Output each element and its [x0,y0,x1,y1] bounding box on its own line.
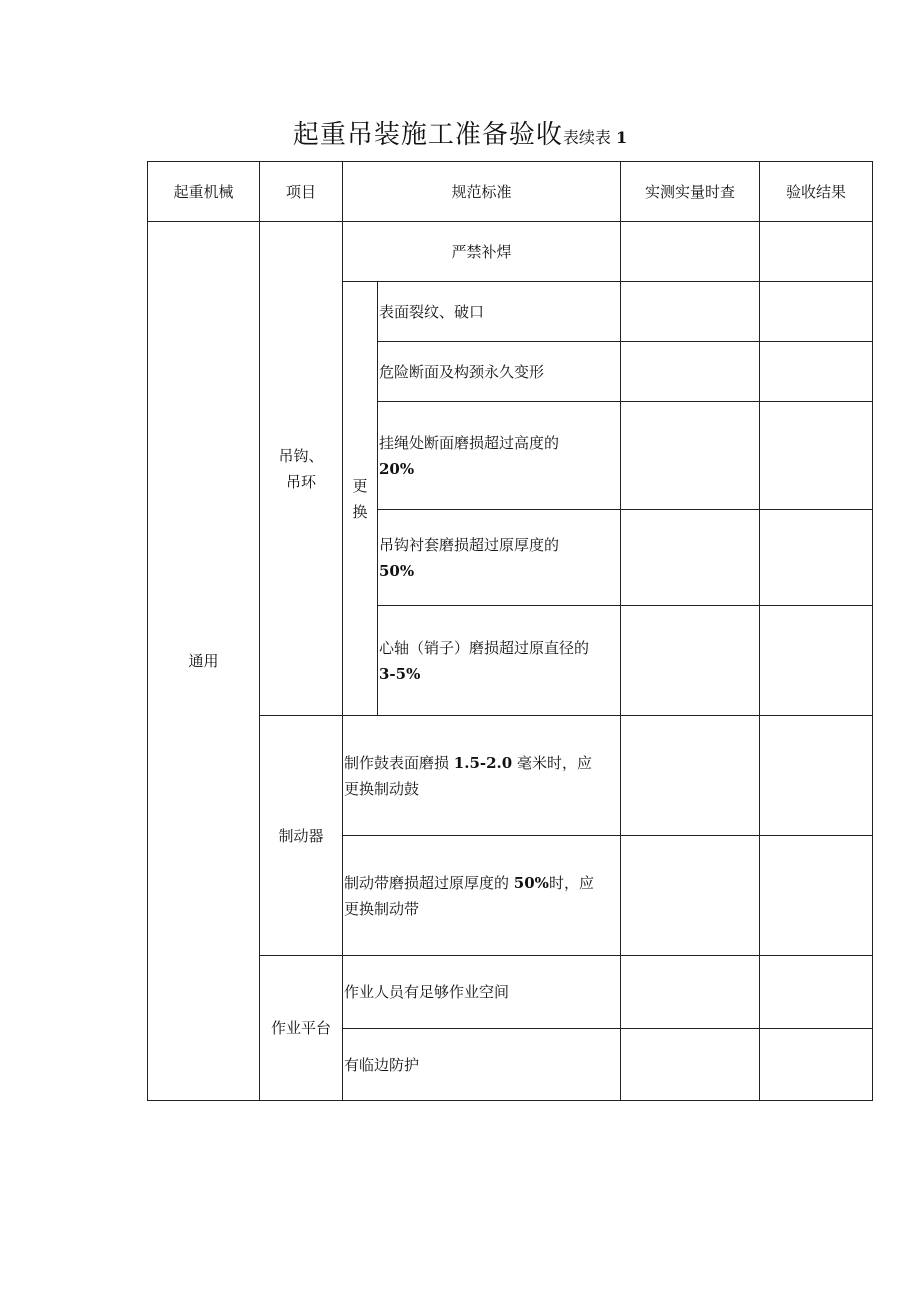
measured-cell[interactable] [621,1029,760,1101]
table-row [148,222,873,282]
standard-edge: 有临边防护 [343,1029,621,1101]
standard-drum-text-b: 毫米时，应 [517,753,593,772]
standard-bushing-value: 50% [379,561,415,580]
result-cell[interactable] [760,342,873,402]
measured-cell[interactable] [621,956,760,1029]
result-cell[interactable] [760,956,873,1029]
group-hook-line2: 吊环 [285,472,316,491]
result-cell[interactable] [760,836,873,956]
group-brake: 制动器 [260,716,343,956]
header-measured: 实测实量时查 [621,162,760,222]
standard-drum-text-c: 更换制动鼓 [344,779,420,798]
title-sub: 表续表 [562,128,611,147]
measured-cell[interactable] [621,836,760,956]
standard-band-text-c: 更换制动带 [344,899,420,918]
standard-drum-text-a: 制作鼓表面磨损 [344,753,450,772]
standard-rope-value: 20% [379,459,415,478]
result-cell[interactable] [760,222,873,282]
standard-space: 作业人员有足够作业空间 [343,956,621,1029]
standard-band-value: 50% [513,873,549,892]
result-cell[interactable] [760,606,873,716]
standard-crack: 表面裂纹、破口 [378,282,621,342]
header-result: 验收结果 [760,162,873,222]
result-cell[interactable] [760,716,873,836]
standard-danger: 危险断面及构颈永久变形 [378,342,621,402]
measured-cell[interactable] [621,342,760,402]
standard-pin [378,606,621,716]
group-hook-line1: 吊钩、 [278,446,324,465]
group-platform: 作业平台 [260,956,343,1101]
result-cell[interactable] [760,402,873,510]
standard-band-text-b: 时，应 [548,873,594,892]
measured-cell[interactable] [621,222,760,282]
title-main: 起重吊装施工准备验收 [292,120,563,150]
measured-cell[interactable] [621,402,760,510]
result-cell[interactable] [760,510,873,606]
title-number: 1 [615,128,628,147]
acceptance-table [147,161,873,1101]
document-title [0,114,920,151]
machine-cell: 通用 [148,222,260,1101]
standard-drum-value: 1.5-2.0 [453,753,513,772]
standard-pin-value: 3-5% [379,664,421,683]
measured-cell[interactable] [621,606,760,716]
standard-no-weld: 严禁补焊 [343,222,621,282]
measured-cell[interactable] [621,716,760,836]
standard-rope-text: 挂绳处断面磨损超过高度的 [379,433,560,452]
replace-char-2: 换 [352,502,368,521]
header-machine: 起重机械 [148,162,260,222]
measured-cell[interactable] [621,510,760,606]
standard-bushing [378,510,621,606]
header-item: 项目 [260,162,343,222]
standard-band-text-a: 制动带磨损超过原厚度的 [344,873,510,892]
standard-band [343,836,621,956]
result-cell[interactable] [760,282,873,342]
result-cell[interactable] [760,1029,873,1101]
header-standard: 规范标准 [343,162,621,222]
standard-bushing-text: 吊钩衬套磨损超过原厚度的 [379,535,560,554]
measured-cell[interactable] [621,282,760,342]
replace-char-1: 更 [352,476,368,495]
standard-rope [378,402,621,510]
header-row [148,162,873,222]
replace-label [343,282,378,716]
group-hook [260,222,343,716]
standard-pin-text: 心轴（销子）磨损超过原直径的 [379,638,590,657]
standard-drum [343,716,621,836]
